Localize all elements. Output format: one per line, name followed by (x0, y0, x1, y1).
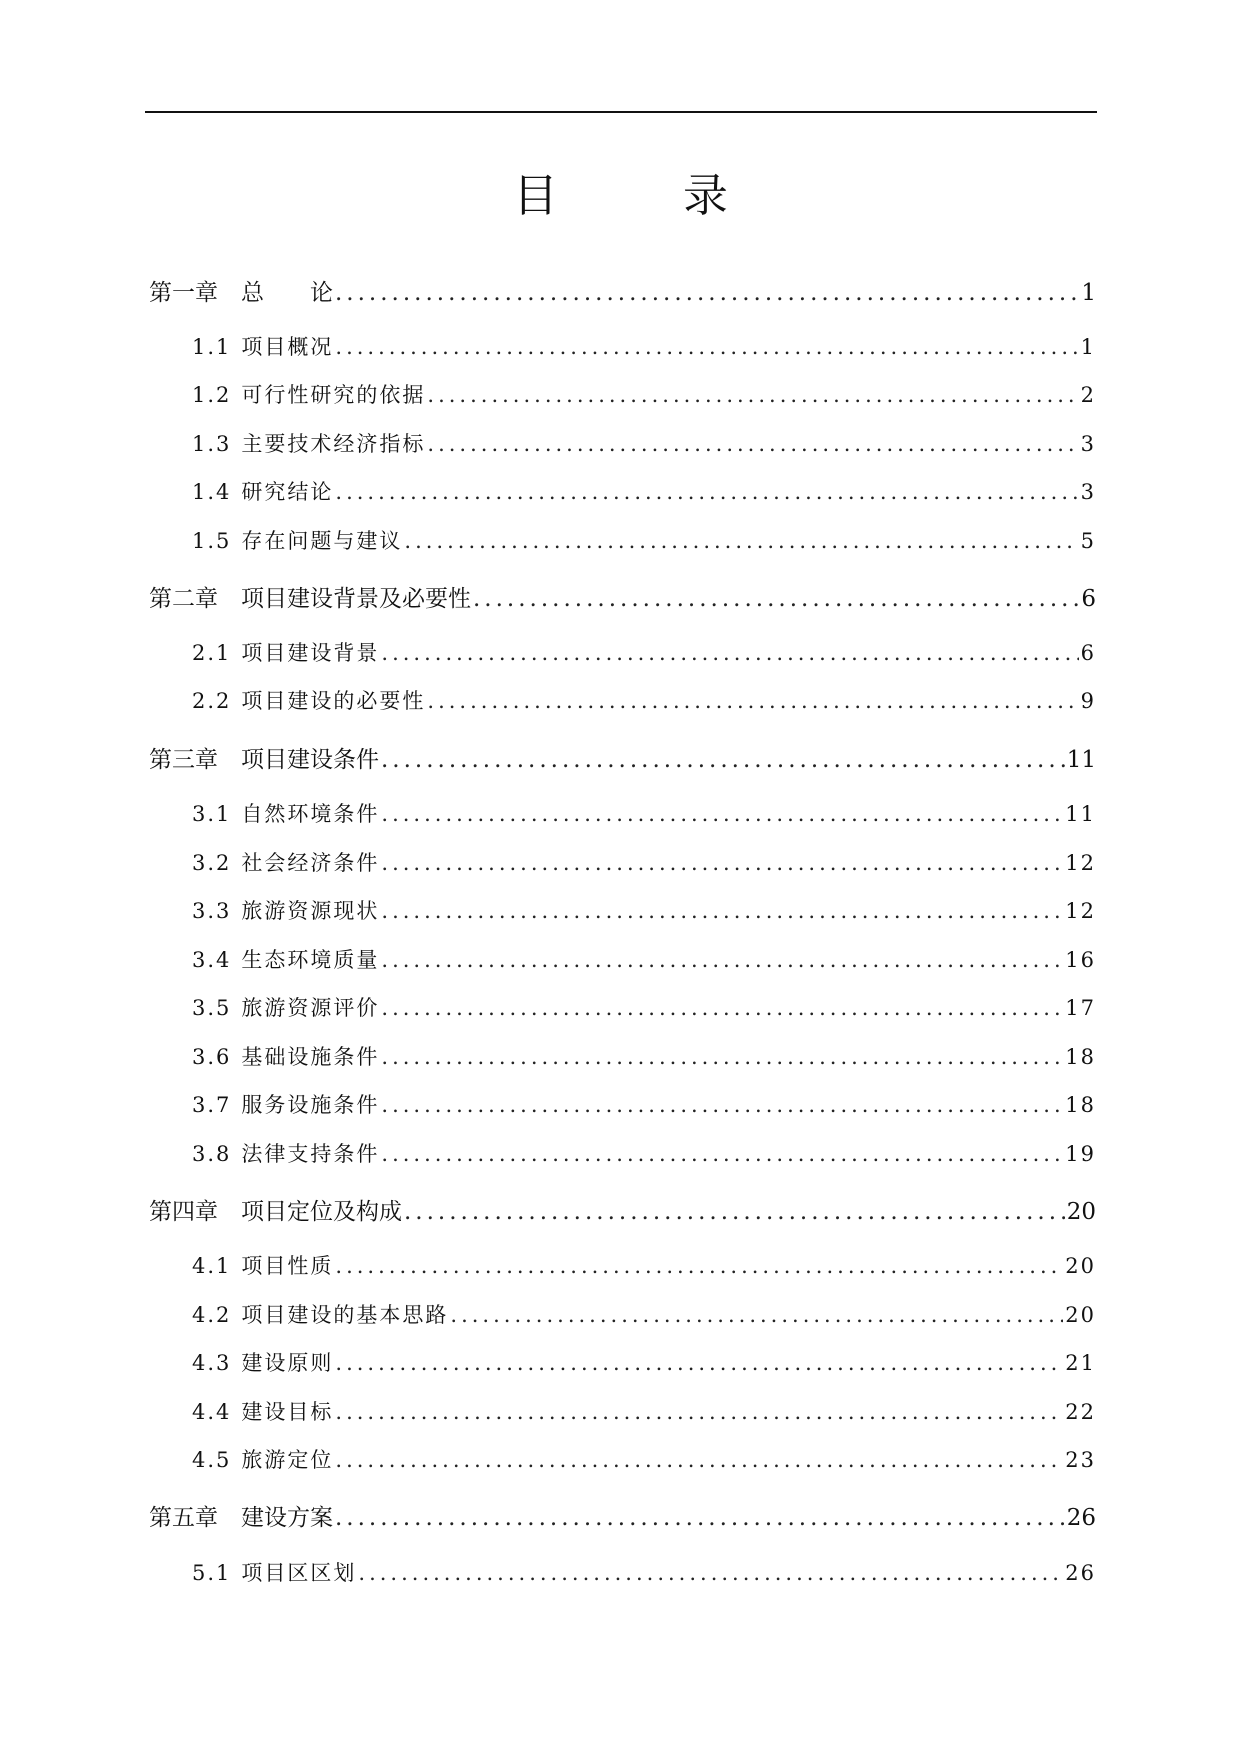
page-number: 18 (1065, 1045, 1096, 1069)
page-number: 6 (1080, 641, 1096, 665)
section-label (192, 1137, 379, 1171)
section-number: 4.1 (192, 1254, 232, 1278)
page-number: 1 (1081, 280, 1096, 306)
section-title: 法律支持条件 (241, 1142, 380, 1166)
dot-leader (335, 1443, 1063, 1477)
section-label (192, 636, 379, 670)
section-title: 社会经济条件 (241, 851, 380, 875)
page-number: 11 (1065, 802, 1096, 826)
page-number: 26 (1066, 1505, 1096, 1531)
toc-section-3-8[interactable] (192, 1137, 1096, 1171)
page-number: 26 (1065, 1561, 1096, 1585)
section-label (192, 943, 379, 977)
section-number: 1.2 (192, 383, 232, 407)
dot-leader (335, 1500, 1065, 1536)
section-number: 3.5 (192, 996, 232, 1020)
toc-section-1-4[interactable] (192, 475, 1096, 509)
page-number: 11 (1066, 747, 1096, 773)
dot-leader (427, 684, 1078, 718)
chapter-label: 第三章 项目建设条件 (149, 747, 379, 773)
dot-leader (381, 797, 1063, 831)
section-label (192, 475, 333, 509)
toc-section-4-2[interactable] (192, 1298, 1096, 1332)
section-title: 研究结论 (241, 480, 334, 504)
toc-section-2-2[interactable] (192, 684, 1096, 718)
section-title: 项目区区划 (241, 1561, 357, 1585)
toc-chapter-3[interactable] (149, 742, 1096, 778)
section-title: 自然环境条件 (241, 802, 380, 826)
page-number: 12 (1065, 851, 1096, 875)
section-number: 2.2 (192, 689, 232, 713)
toc-section-5-1[interactable] (192, 1556, 1096, 1590)
section-title: 可行性研究的依据 (241, 383, 426, 407)
section-label (192, 1556, 356, 1590)
page-number: 2 (1080, 383, 1096, 407)
page-number: 9 (1080, 689, 1096, 713)
toc-section-3-6[interactable] (192, 1040, 1096, 1074)
dot-leader (427, 378, 1078, 412)
toc-chapter-1[interactable] (149, 275, 1096, 311)
toc-section-4-5[interactable] (192, 1443, 1096, 1477)
section-number: 1.3 (192, 432, 232, 456)
dot-leader (335, 330, 1078, 364)
toc-section-3-1[interactable] (192, 797, 1096, 831)
section-label (192, 894, 379, 928)
dot-leader (381, 742, 1065, 778)
toc-chapter-2[interactable] (149, 581, 1096, 617)
section-title: 旅游定位 (241, 1448, 334, 1472)
chapter-label: 第一章 总 论 (149, 280, 333, 306)
section-number: 3.7 (192, 1093, 232, 1117)
chapter-label: 第二章 项目建设背景及必要性 (149, 586, 471, 612)
dot-leader (381, 846, 1063, 880)
section-title: 主要技术经济指标 (241, 432, 426, 456)
section-title: 服务设施条件 (241, 1093, 380, 1117)
page-number: 20 (1065, 1303, 1096, 1327)
page-number: 5 (1080, 529, 1096, 553)
header-rule (145, 111, 1097, 113)
dot-leader (381, 943, 1063, 977)
section-number: 1.5 (192, 529, 232, 553)
chapter-label: 第四章 项目定位及构成 (149, 1199, 402, 1225)
dot-leader (381, 1137, 1063, 1171)
dot-leader (381, 1088, 1063, 1122)
dot-leader (335, 1249, 1063, 1283)
page-number: 16 (1065, 948, 1096, 972)
toc-chapter-5[interactable] (149, 1500, 1096, 1536)
page-number: 3 (1080, 432, 1096, 456)
dot-leader (335, 1346, 1063, 1380)
section-title: 旅游资源评价 (241, 996, 380, 1020)
section-title: 项目建设背景 (241, 641, 380, 665)
section-number: 1.1 (192, 335, 232, 359)
section-number: 3.2 (192, 851, 232, 875)
section-number: 5.1 (192, 1561, 232, 1585)
toc-section-3-2[interactable] (192, 846, 1096, 880)
dot-leader (381, 1040, 1063, 1074)
section-number: 2.1 (192, 641, 232, 665)
page-number: 20 (1066, 1199, 1096, 1225)
section-label (192, 1346, 333, 1380)
section-title: 基础设施条件 (241, 1045, 380, 1069)
toc-section-4-1[interactable] (192, 1249, 1096, 1283)
toc-section-1-1[interactable] (192, 330, 1096, 364)
page-number: 23 (1065, 1448, 1096, 1472)
section-number: 3.1 (192, 802, 232, 826)
section-number: 3.6 (192, 1045, 232, 1069)
toc-section-3-4[interactable] (192, 943, 1096, 977)
toc-section-3-3[interactable] (192, 894, 1096, 928)
dot-leader (381, 636, 1078, 670)
toc-section-1-3[interactable] (192, 427, 1096, 461)
section-label (192, 524, 402, 558)
section-title: 存在问题与建议 (241, 529, 403, 553)
page-number: 19 (1065, 1142, 1096, 1166)
chapter-label: 第五章 建设方案 (149, 1505, 333, 1531)
section-label (192, 1040, 379, 1074)
dot-leader (404, 524, 1078, 558)
dot-leader (427, 427, 1078, 461)
section-title: 旅游资源现状 (241, 899, 380, 923)
page-number: 21 (1065, 1351, 1096, 1375)
page-number: 12 (1065, 899, 1096, 923)
section-title: 项目概况 (241, 335, 334, 359)
dot-leader (335, 275, 1079, 311)
section-number: 1.4 (192, 480, 232, 504)
section-title: 项目性质 (241, 1254, 334, 1278)
section-label (192, 378, 425, 412)
page-number: 22 (1065, 1400, 1096, 1424)
section-title: 建设原则 (241, 1351, 334, 1375)
section-number: 3.4 (192, 948, 232, 972)
section-number: 4.2 (192, 1303, 232, 1327)
section-label (192, 684, 425, 718)
section-number: 3.3 (192, 899, 232, 923)
page-number: 6 (1081, 586, 1096, 612)
section-label (192, 1249, 333, 1283)
toc-section-3-5[interactable] (192, 991, 1096, 1025)
section-label (192, 330, 333, 364)
section-title: 项目建设的基本思路 (241, 1303, 449, 1327)
toc-section-2-1[interactable] (192, 636, 1096, 670)
dot-leader (358, 1556, 1063, 1590)
section-label (192, 1298, 448, 1332)
section-label (192, 1088, 379, 1122)
section-label (192, 427, 425, 461)
section-title: 建设目标 (241, 1400, 334, 1424)
section-number: 4.4 (192, 1400, 232, 1424)
dot-leader (381, 991, 1063, 1025)
section-title: 项目建设的必要性 (241, 689, 426, 713)
toc-section-1-2[interactable] (192, 378, 1096, 412)
dot-leader (381, 894, 1063, 928)
section-label (192, 1395, 333, 1429)
dot-leader (404, 1194, 1065, 1230)
page-number: 17 (1065, 996, 1096, 1020)
toc-chapter-4[interactable] (149, 1194, 1096, 1230)
toc-section-1-5[interactable] (192, 524, 1096, 558)
section-number: 3.8 (192, 1142, 232, 1166)
dot-leader (335, 475, 1078, 509)
section-number: 4.5 (192, 1448, 232, 1472)
section-label (192, 846, 379, 880)
page-number: 18 (1065, 1093, 1096, 1117)
toc-section-3-7[interactable] (192, 1088, 1096, 1122)
toc-section-4-4[interactable] (192, 1395, 1096, 1429)
page-number: 3 (1080, 480, 1096, 504)
dot-leader (450, 1298, 1063, 1332)
page-title: 目 录 (512, 169, 768, 222)
page-number: 20 (1065, 1254, 1096, 1278)
page-number: 1 (1080, 335, 1096, 359)
dot-leader (473, 581, 1079, 617)
section-number: 4.3 (192, 1351, 232, 1375)
section-label (192, 1443, 333, 1477)
section-title: 生态环境质量 (241, 948, 380, 972)
toc-section-4-3[interactable] (192, 1346, 1096, 1380)
dot-leader (335, 1395, 1063, 1429)
section-label (192, 991, 379, 1025)
section-label (192, 797, 379, 831)
